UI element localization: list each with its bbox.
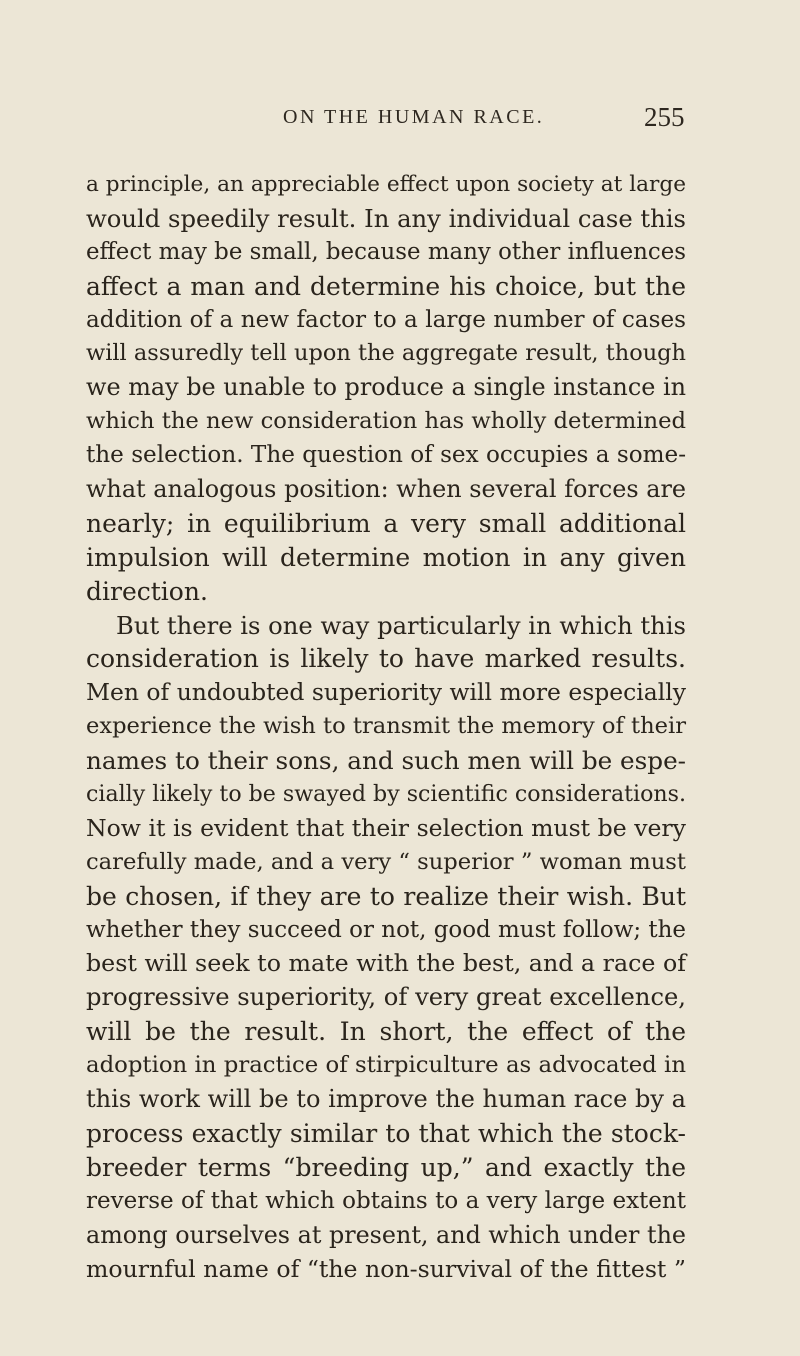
running-header [0, 102, 800, 142]
text-line: effect may be small, because many other influences [86, 238, 686, 265]
text-line: among ourselves at present, and which under the [86, 1220, 686, 1249]
text-line: whether they succeed or not, good must follow; the [86, 916, 686, 943]
text-line: will be the result. In short, the effect of the [86, 1017, 686, 1047]
paragraph-end-line: direction. [86, 576, 208, 606]
text-line: consideration is likely to have marked results. [86, 644, 686, 674]
text-line: process exactly similar to that which the stock- [86, 1118, 686, 1148]
text-line: will assuredly tell upon the aggregate result, though [86, 340, 686, 367]
text-line: nearly; in equilibrium a very small additional [86, 508, 686, 538]
body-text [86, 168, 686, 1286]
text-line: mournful name of “the non-survival of the fittest ” [86, 1254, 686, 1283]
text-line: cially likely to be swayed by scientific considerations. [86, 781, 686, 808]
text-line: this work will be to improve the human race by a [86, 1085, 686, 1114]
text-line: be chosen, if they are to realize their wish. But [86, 881, 686, 911]
text-line: what analogous position: when several forces are [86, 475, 686, 504]
text-line: impulsion will determine motion in any given [86, 542, 686, 572]
text-line: Now it is evident that their selection must be very [86, 813, 686, 842]
text-line: breeder terms “breeding up,” and exactly the [86, 1152, 686, 1182]
text-line: a principle, an appreciable effect upon society at large [86, 172, 686, 197]
text-line: we may be unable to produce a single instance in [86, 373, 686, 402]
text-line: progressive superiority, of very great excellence, [86, 983, 686, 1012]
page-number: 255 [644, 102, 685, 132]
text-line: addition of a new factor to a large number of cases [86, 306, 686, 333]
running-title: ON THE HUMAN RACE. [283, 106, 545, 128]
text-line: which the new consideration has wholly determined [86, 408, 686, 435]
text-line: adoption in practice of stirpiculture as advocated in [86, 1052, 686, 1079]
text-line: carefully made, and a very “ superior ” woman must [86, 848, 686, 875]
text-line: would speedily result. In any individual case this [86, 203, 686, 233]
text-line: experience the wish to transmit the memory of their [86, 713, 686, 740]
paragraph-start-line: But there is one way particularly in which this [116, 610, 686, 640]
text-line: names to their sons, and such men will be espe- [86, 746, 686, 776]
text-line: Men of undoubted superiority will more especially [86, 678, 686, 707]
text-line: reverse of that which obtains to a very large extent [86, 1187, 686, 1214]
text-line: best will seek to mate with the best, and a race of [86, 949, 686, 978]
text-line: the selection. The question of sex occupies a some- [86, 442, 687, 469]
text-line: affect a man and determine his choice, but the [86, 271, 686, 301]
